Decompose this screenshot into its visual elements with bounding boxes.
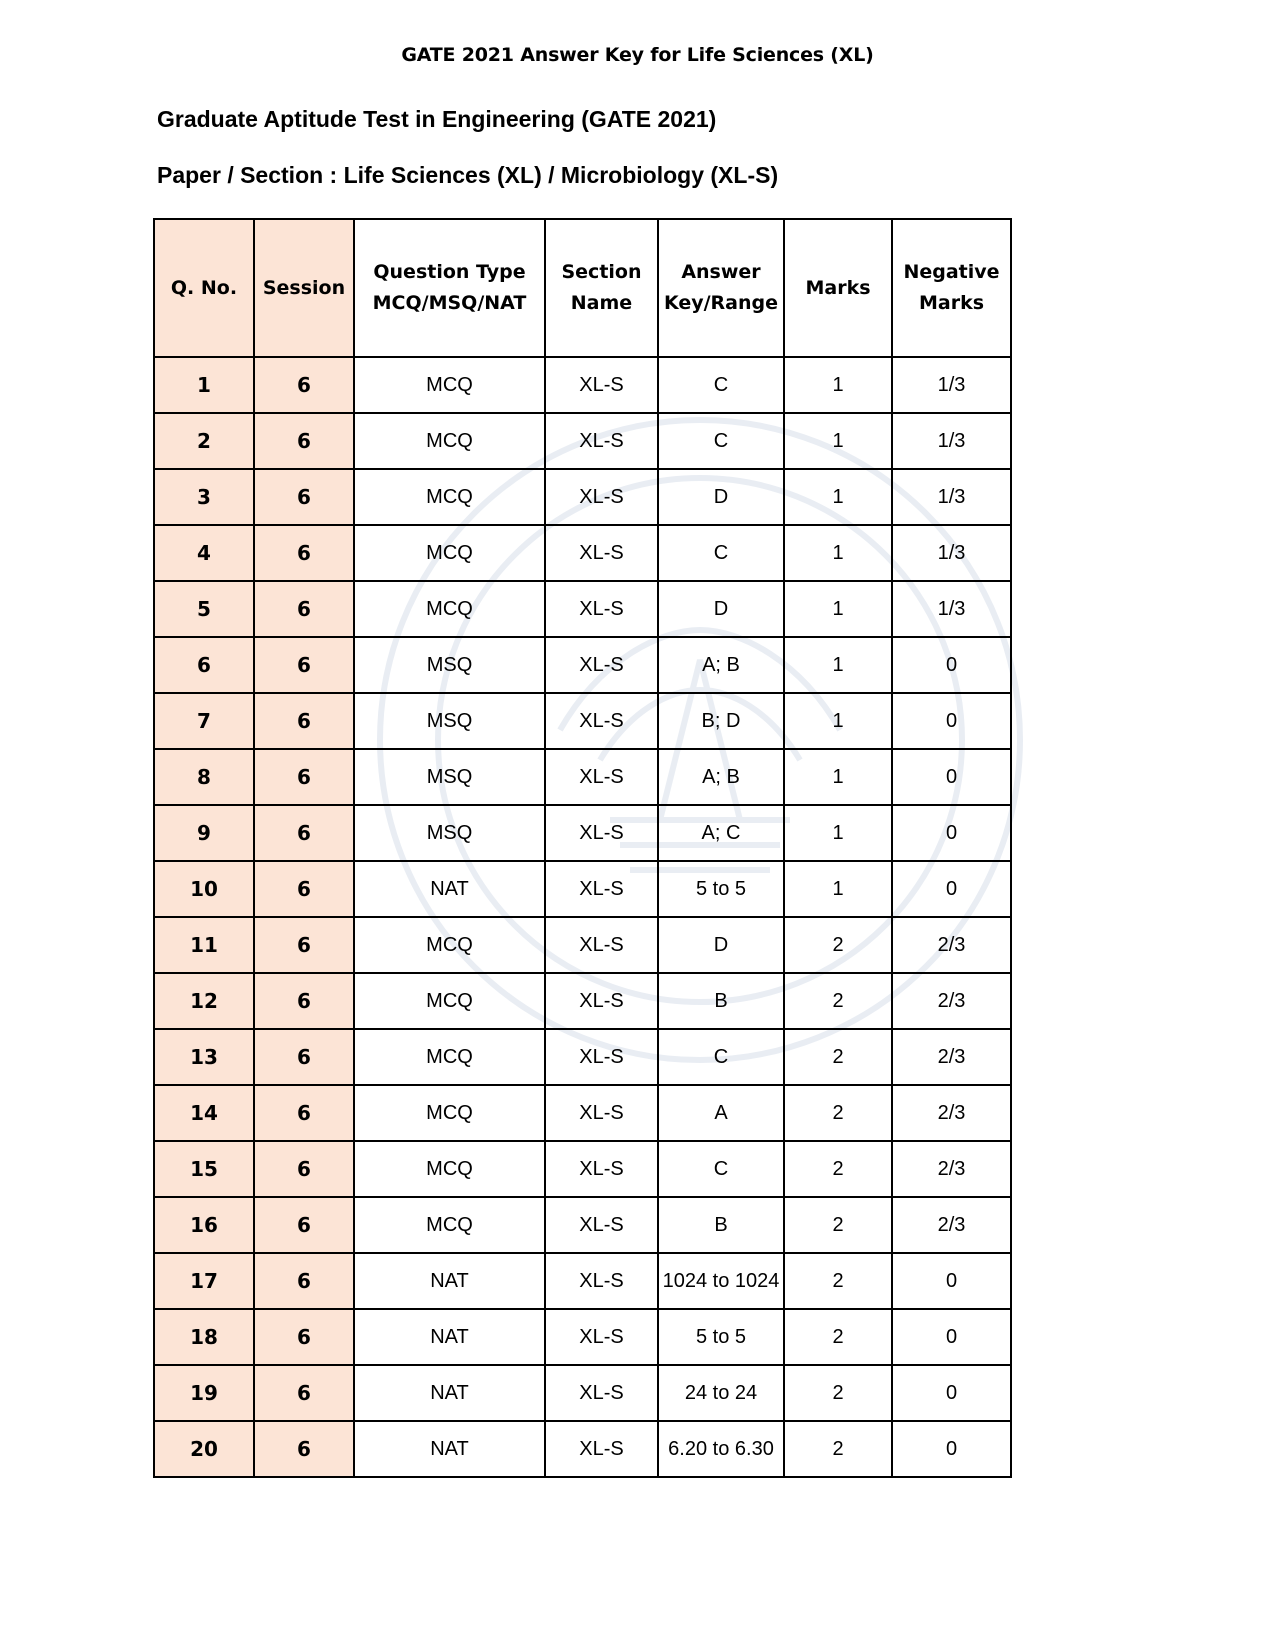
cell-marks: 1 (784, 581, 892, 637)
cell-question-type: MCQ (354, 525, 545, 581)
cell-marks: 2 (784, 1029, 892, 1085)
cell-section-name: XL-S (545, 1141, 658, 1197)
cell-answer-key: B (658, 973, 784, 1029)
cell-section-name: XL-S (545, 861, 658, 917)
cell-negative-marks: 0 (892, 861, 1011, 917)
cell-session: 6 (254, 805, 354, 861)
table-row (154, 1197, 1011, 1253)
cell-question-type: MCQ (354, 1141, 545, 1197)
answer-key-table (153, 218, 1012, 1478)
cell-question-type: MCQ (354, 413, 545, 469)
cell-q-no: 6 (154, 637, 254, 693)
exam-heading: Graduate Aptitude Test in Engineering (GATE 2021) (157, 106, 717, 132)
header-section-name-line2: Name (570, 292, 633, 314)
cell-q-no: 17 (154, 1253, 254, 1309)
cell-answer-key: C (658, 525, 784, 581)
cell-section-name: XL-S (545, 1197, 658, 1253)
cell-question-type: NAT (354, 1365, 545, 1421)
table-row (154, 917, 1011, 973)
header-section-name (545, 219, 658, 357)
paper-section-heading: Paper / Section : Life Sciences (XL) / Microbiology (XL-S) (157, 162, 779, 188)
cell-answer-key: B; D (658, 693, 784, 749)
table-row (154, 637, 1011, 693)
cell-q-no: 12 (154, 973, 254, 1029)
cell-negative-marks: 2/3 (892, 1197, 1011, 1253)
cell-question-type: MCQ (354, 917, 545, 973)
header-answer-key-line2: Key/Range (663, 292, 779, 314)
table-row (154, 1421, 1011, 1477)
cell-question-type: MSQ (354, 693, 545, 749)
table-row (154, 469, 1011, 525)
header-section-name-line1: Section (561, 261, 642, 283)
cell-q-no: 9 (154, 805, 254, 861)
cell-marks: 2 (784, 1253, 892, 1309)
cell-marks: 1 (784, 413, 892, 469)
cell-negative-marks: 2/3 (892, 973, 1011, 1029)
cell-negative-marks: 1/3 (892, 357, 1011, 413)
cell-section-name: XL-S (545, 973, 658, 1029)
table-row (154, 861, 1011, 917)
cell-negative-marks: 0 (892, 805, 1011, 861)
table-row (154, 413, 1011, 469)
cell-negative-marks: 2/3 (892, 1085, 1011, 1141)
cell-answer-key: D (658, 581, 784, 637)
cell-answer-key: 5 to 5 (658, 1309, 784, 1365)
cell-section-name: XL-S (545, 693, 658, 749)
cell-marks: 1 (784, 861, 892, 917)
header-negative-marks-line1: Negative (903, 261, 1000, 283)
cell-question-type: MSQ (354, 637, 545, 693)
cell-section-name: XL-S (545, 469, 658, 525)
cell-marks: 2 (784, 1365, 892, 1421)
cell-negative-marks: 1/3 (892, 525, 1011, 581)
header-answer-key-line1: Answer (681, 261, 761, 283)
cell-section-name: XL-S (545, 917, 658, 973)
cell-q-no: 10 (154, 861, 254, 917)
cell-answer-key: C (658, 357, 784, 413)
cell-answer-key: B (658, 1197, 784, 1253)
cell-negative-marks: 1/3 (892, 413, 1011, 469)
cell-session: 6 (254, 749, 354, 805)
table-row (154, 693, 1011, 749)
cell-section-name: XL-S (545, 413, 658, 469)
cell-answer-key: C (658, 413, 784, 469)
cell-session: 6 (254, 861, 354, 917)
cell-negative-marks: 0 (892, 693, 1011, 749)
cell-answer-key: A (658, 1085, 784, 1141)
cell-section-name: XL-S (545, 357, 658, 413)
cell-q-no: 20 (154, 1421, 254, 1477)
cell-section-name: XL-S (545, 637, 658, 693)
cell-marks: 1 (784, 749, 892, 805)
cell-marks: 1 (784, 469, 892, 525)
cell-answer-key: 6.20 to 6.30 (658, 1421, 784, 1477)
cell-section-name: XL-S (545, 1253, 658, 1309)
cell-answer-key: C (658, 1141, 784, 1197)
cell-marks: 1 (784, 525, 892, 581)
cell-q-no: 4 (154, 525, 254, 581)
cell-negative-marks: 2/3 (892, 1029, 1011, 1085)
cell-session: 6 (254, 357, 354, 413)
cell-session: 6 (254, 525, 354, 581)
cell-session: 6 (254, 1365, 354, 1421)
cell-marks: 1 (784, 637, 892, 693)
cell-q-no: 19 (154, 1365, 254, 1421)
cell-q-no: 1 (154, 357, 254, 413)
cell-negative-marks: 0 (892, 1309, 1011, 1365)
header-negative-marks (892, 219, 1011, 357)
table-row (154, 1141, 1011, 1197)
header-session: Session (254, 219, 354, 357)
cell-q-no: 2 (154, 413, 254, 469)
cell-marks: 2 (784, 973, 892, 1029)
cell-question-type: MSQ (354, 749, 545, 805)
header-negative-marks-line2: Marks (918, 292, 985, 314)
cell-section-name: XL-S (545, 805, 658, 861)
cell-question-type: MCQ (354, 357, 545, 413)
cell-session: 6 (254, 1085, 354, 1141)
cell-answer-key: A; C (658, 805, 784, 861)
cell-q-no: 5 (154, 581, 254, 637)
cell-session: 6 (254, 413, 354, 469)
cell-question-type: MCQ (354, 1029, 545, 1085)
table-row (154, 525, 1011, 581)
cell-marks: 1 (784, 693, 892, 749)
cell-q-no: 18 (154, 1309, 254, 1365)
table-row (154, 1085, 1011, 1141)
cell-negative-marks: 2/3 (892, 917, 1011, 973)
cell-negative-marks: 0 (892, 1421, 1011, 1477)
cell-section-name: XL-S (545, 749, 658, 805)
cell-session: 6 (254, 1197, 354, 1253)
cell-answer-key: D (658, 469, 784, 525)
cell-q-no: 11 (154, 917, 254, 973)
cell-question-type: MSQ (354, 805, 545, 861)
cell-session: 6 (254, 469, 354, 525)
cell-session: 6 (254, 693, 354, 749)
cell-answer-key: D (658, 917, 784, 973)
cell-question-type: NAT (354, 861, 545, 917)
cell-section-name: XL-S (545, 1365, 658, 1421)
cell-negative-marks: 1/3 (892, 581, 1011, 637)
cell-session: 6 (254, 637, 354, 693)
cell-marks: 1 (784, 805, 892, 861)
cell-session: 6 (254, 1141, 354, 1197)
cell-negative-marks: 0 (892, 1253, 1011, 1309)
cell-q-no: 14 (154, 1085, 254, 1141)
cell-session: 6 (254, 1253, 354, 1309)
cell-question-type: MCQ (354, 1085, 545, 1141)
table-row (154, 973, 1011, 1029)
cell-question-type: NAT (354, 1253, 545, 1309)
cell-session: 6 (254, 917, 354, 973)
table-row (154, 581, 1011, 637)
cell-marks: 2 (784, 1085, 892, 1141)
cell-q-no: 15 (154, 1141, 254, 1197)
cell-q-no: 13 (154, 1029, 254, 1085)
table-row (154, 357, 1011, 413)
cell-marks: 2 (784, 1309, 892, 1365)
document-title: GATE 2021 Answer Key for Life Sciences (XL) (401, 44, 874, 66)
cell-marks: 2 (784, 1421, 892, 1477)
cell-session: 6 (254, 1029, 354, 1085)
cell-question-type: NAT (354, 1421, 545, 1477)
cell-answer-key: A; B (658, 749, 784, 805)
table-row (154, 1029, 1011, 1085)
cell-session: 6 (254, 581, 354, 637)
cell-negative-marks: 2/3 (892, 1141, 1011, 1197)
header-question-type (354, 219, 545, 357)
cell-question-type: MCQ (354, 1197, 545, 1253)
cell-section-name: XL-S (545, 1029, 658, 1085)
cell-question-type: MCQ (354, 973, 545, 1029)
table-row (154, 1365, 1011, 1421)
cell-section-name: XL-S (545, 1309, 658, 1365)
cell-question-type: NAT (354, 1309, 545, 1365)
cell-section-name: XL-S (545, 1085, 658, 1141)
cell-marks: 2 (784, 917, 892, 973)
cell-session: 6 (254, 973, 354, 1029)
cell-session: 6 (254, 1421, 354, 1477)
header-question-type-line1: Question Type (373, 261, 526, 283)
cell-negative-marks: 1/3 (892, 469, 1011, 525)
table-row (154, 749, 1011, 805)
cell-negative-marks: 0 (892, 749, 1011, 805)
header-q-no: Q. No. (154, 219, 254, 357)
cell-q-no: 7 (154, 693, 254, 749)
cell-answer-key: A; B (658, 637, 784, 693)
cell-section-name: XL-S (545, 1421, 658, 1477)
table-row (154, 1309, 1011, 1365)
cell-negative-marks: 0 (892, 637, 1011, 693)
table-row (154, 805, 1011, 861)
cell-section-name: XL-S (545, 581, 658, 637)
cell-marks: 1 (784, 357, 892, 413)
header-marks: Marks (784, 219, 892, 357)
cell-section-name: XL-S (545, 525, 658, 581)
cell-answer-key: 1024 to 1024 (658, 1253, 784, 1309)
cell-marks: 2 (784, 1197, 892, 1253)
cell-negative-marks: 0 (892, 1365, 1011, 1421)
cell-q-no: 8 (154, 749, 254, 805)
cell-answer-key: 24 to 24 (658, 1365, 784, 1421)
cell-question-type: MCQ (354, 469, 545, 525)
cell-q-no: 16 (154, 1197, 254, 1253)
header-question-type-line2: MCQ/MSQ/NAT (372, 292, 527, 314)
table-header-row (154, 219, 1011, 357)
cell-answer-key: C (658, 1029, 784, 1085)
cell-session: 6 (254, 1309, 354, 1365)
cell-q-no: 3 (154, 469, 254, 525)
cell-answer-key: 5 to 5 (658, 861, 784, 917)
header-answer-key (658, 219, 784, 357)
table-row (154, 1253, 1011, 1309)
cell-marks: 2 (784, 1141, 892, 1197)
cell-question-type: MCQ (354, 581, 545, 637)
